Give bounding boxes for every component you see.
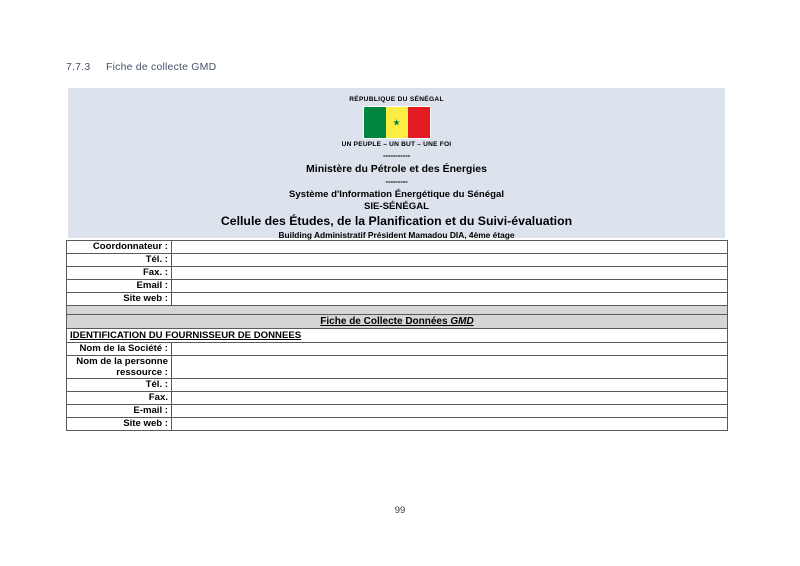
field-coordonnateur[interactable] xyxy=(172,241,728,254)
form-title-band-row xyxy=(67,315,728,329)
table-row xyxy=(67,356,728,379)
divider-rule-upper: ----------- xyxy=(382,151,411,160)
label-provider-fax: Fax. xyxy=(67,392,172,405)
table-row xyxy=(67,280,728,293)
ministry-name: Ministère du Pétrole et des Énergies xyxy=(306,163,487,175)
form-title-prefix: Fiche de Collecte Données xyxy=(320,315,451,327)
label-provider-tel: Tél. : xyxy=(67,379,172,392)
table-row xyxy=(67,267,728,280)
divider-rule-lower: --------- xyxy=(385,177,408,186)
field-provider-website[interactable] xyxy=(172,418,728,431)
field-provider-email[interactable] xyxy=(172,405,728,418)
label-contact-website: Site web : xyxy=(67,293,172,306)
flag-band-green xyxy=(364,107,386,138)
system-name: Système d'Information Énergétique du Sénégal xyxy=(289,189,504,200)
form-title-emphasis: GMD xyxy=(450,315,474,327)
collection-form-table xyxy=(66,240,728,431)
table-row xyxy=(67,418,728,431)
label-provider-website: Site web : xyxy=(67,418,172,431)
form-title-band-cell xyxy=(67,315,728,329)
label-contact-email: Email : xyxy=(67,280,172,293)
table-row xyxy=(67,241,728,254)
provider-section-heading-text: IDENTIFICATION DU FOURNISSEUR DE DONNEES xyxy=(70,329,302,341)
page-number: 99 xyxy=(394,505,406,516)
section-heading xyxy=(66,61,216,73)
republic-title: RÉPUBLIQUE DU SÉNÉGAL xyxy=(349,96,444,103)
table-row xyxy=(67,293,728,306)
table-row xyxy=(67,392,728,405)
field-contact-person[interactable] xyxy=(172,356,728,379)
provider-section-heading-cell xyxy=(67,329,728,343)
table-row xyxy=(67,254,728,267)
table-row xyxy=(67,405,728,418)
spacer-cell xyxy=(67,306,728,315)
field-contact-email[interactable] xyxy=(172,280,728,293)
system-acronym: SIE-SÉNÉGAL xyxy=(363,201,430,212)
label-contact-fax: Fax. : xyxy=(67,267,172,280)
table-spacer-row xyxy=(67,306,728,315)
label-company-name: Nom de la Société : xyxy=(67,343,172,356)
section-heading-number: 7.7.3 xyxy=(66,61,91,73)
flag-band-red xyxy=(408,107,430,138)
field-contact-fax[interactable] xyxy=(172,267,728,280)
form-title-text xyxy=(320,316,473,327)
table-row xyxy=(67,343,728,356)
field-contact-tel[interactable] xyxy=(172,254,728,267)
flag-star-icon: ★ xyxy=(392,116,401,127)
office-address: Building Administratif Président Mamadou DIA, 4ème étage xyxy=(278,230,515,240)
provider-section-heading-row xyxy=(67,329,728,343)
label-contact-tel: Tél. : xyxy=(67,254,172,267)
field-company-name[interactable] xyxy=(172,343,728,356)
field-provider-tel[interactable] xyxy=(172,379,728,392)
table-row xyxy=(67,379,728,392)
section-heading-title: Fiche de collecte GMD xyxy=(106,61,217,73)
letterhead-block xyxy=(68,88,725,238)
label-contact-person: Nom de la personne ressource : xyxy=(67,356,172,379)
senegal-flag-icon xyxy=(363,106,431,139)
national-motto: UN PEUPLE – UN BUT – UNE FOI xyxy=(341,141,452,148)
label-coordonnateur: Coordonnateur : xyxy=(67,241,172,254)
field-provider-fax[interactable] xyxy=(172,392,728,405)
field-contact-website[interactable] xyxy=(172,293,728,306)
cell-name: Cellule des Études, de la Planification et du Suivi-évaluation xyxy=(220,214,573,228)
label-provider-email: E-mail : xyxy=(67,405,172,418)
